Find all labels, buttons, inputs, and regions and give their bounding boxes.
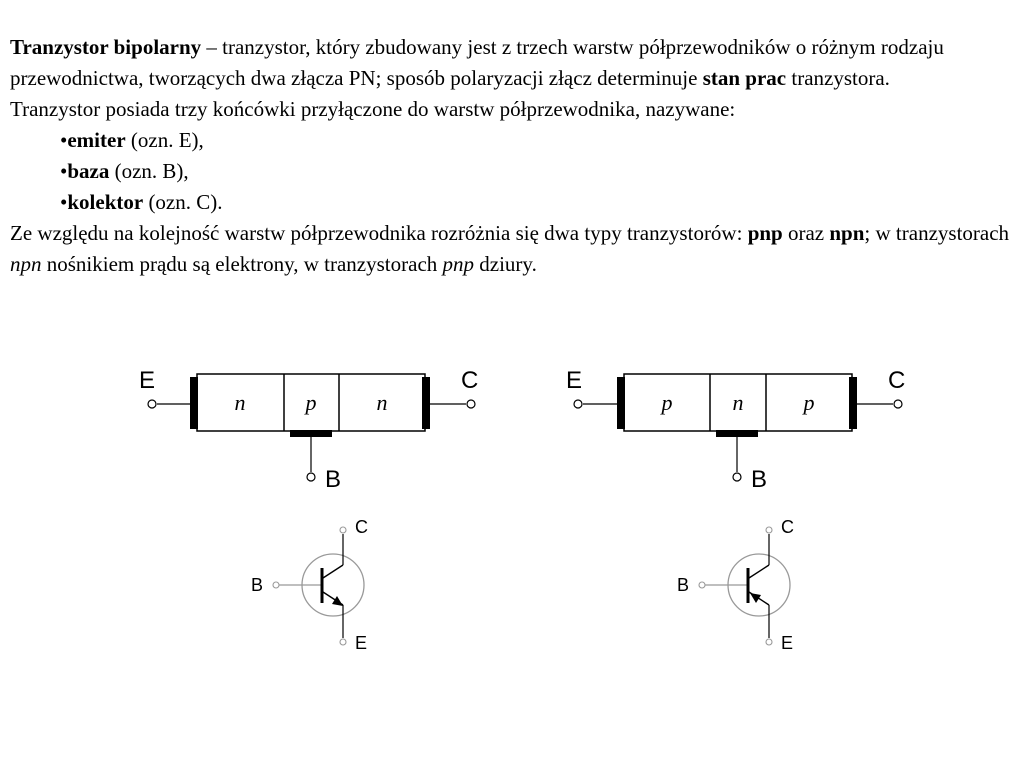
npn-symbol-label-e: E xyxy=(355,633,368,653)
npn-base-contact xyxy=(290,430,332,437)
npn-collector-terminal xyxy=(467,400,475,408)
definition-end: tranzystora. xyxy=(786,66,890,90)
pnp-layer-3: p xyxy=(803,390,815,415)
pnp-layer-2: n xyxy=(732,390,744,415)
bullet-term: emiter xyxy=(67,128,126,152)
pnp-symbol-collector-terminal xyxy=(766,527,772,533)
pnp-collector-contact xyxy=(849,377,857,429)
pnp-symbol-emitter-terminal xyxy=(766,639,772,645)
npn-base-terminal xyxy=(307,473,315,481)
npn-symbol-base-terminal xyxy=(273,582,279,588)
term-npn: npn xyxy=(829,221,865,245)
npn-symbol-emitter-terminal xyxy=(340,639,346,645)
npn-emitter-arrow-icon xyxy=(332,596,343,606)
npn-symbol-collector-terminal xyxy=(340,527,346,533)
term-work-state: stan prac xyxy=(702,66,787,90)
npn-label-c: C xyxy=(461,367,479,394)
italic-pnp: pnp xyxy=(442,252,475,276)
npn-symbol-label-c: C xyxy=(355,517,368,537)
pnp-symbol-label-b: B xyxy=(677,575,690,595)
pnp-symbol-label-e: E xyxy=(781,633,794,653)
pnp-emitter-contact xyxy=(617,377,625,429)
bullet-mark: • xyxy=(60,128,68,152)
pnp-symbol-collector-line xyxy=(749,565,769,578)
npn-symbol-collector-line xyxy=(323,565,343,578)
term-pnp: pnp xyxy=(747,221,783,245)
italic-npn: npn xyxy=(10,252,42,276)
pnp-structure-diagram xyxy=(566,367,905,493)
npn-collector-contact xyxy=(422,377,430,429)
bullet-rest: (ozn. C). xyxy=(143,190,223,214)
pnp-transistor-symbol xyxy=(677,517,794,653)
npn-emitter-terminal xyxy=(148,400,156,408)
pnp-symbol-label-c: C xyxy=(781,517,794,537)
types-text-e: dziury. xyxy=(474,252,537,276)
npn-layer-2: p xyxy=(305,390,317,415)
npn-label-b: B xyxy=(325,466,342,493)
types-text-d: nośnikiem prądu są elektrony, w tranzystorach xyxy=(41,252,443,276)
definition-text: – tranzystor, który zbudowany jest z trzech warstw półprzewodników o różnym rodzaju przewodnictwa, tworzących dwa złącza PN; sposób polaryzacji złącz determinuje xyxy=(10,35,944,90)
pnp-symbol-base-terminal xyxy=(699,582,705,588)
pnp-base-terminal xyxy=(733,473,741,481)
types-text-a: Ze względu na kolejność warstw półprzewodnika rozróżnia się dwa typy tranzystorów: xyxy=(10,221,748,245)
bullet-mark: • xyxy=(60,159,68,183)
paragraph-terminals: Tranzystor posiada trzy końcówki przyłączone do warstw półprzewodnika, nazywane: xyxy=(10,97,736,121)
pnp-base-contact xyxy=(716,430,758,437)
term-bipolar-transistor: Tranzystor bipolarny xyxy=(10,35,202,59)
npn-symbol-label-b: B xyxy=(251,575,264,595)
types-text-c: ; w tranzystorach xyxy=(864,221,1010,245)
bullet-rest: (ozn. B), xyxy=(109,159,189,183)
npn-transistor-symbol xyxy=(251,517,368,653)
npn-layer-3: n xyxy=(376,390,388,415)
npn-layer-1: n xyxy=(234,390,246,415)
bullet-term: kolektor xyxy=(67,190,144,214)
npn-label-e: E xyxy=(139,367,156,394)
npn-structure-diagram xyxy=(139,367,478,493)
pnp-collector-terminal xyxy=(894,400,902,408)
types-text-b: oraz xyxy=(782,221,830,245)
npn-emitter-contact xyxy=(190,377,198,429)
pnp-emitter-terminal xyxy=(574,400,582,408)
pnp-label-c: C xyxy=(888,367,906,394)
pnp-label-e: E xyxy=(566,367,583,394)
pnp-layer-1: p xyxy=(661,390,673,415)
bullet-term: baza xyxy=(67,159,110,183)
bullet-mark: • xyxy=(60,190,68,214)
bullet-rest: (ozn. E), xyxy=(125,128,204,152)
pnp-label-b: B xyxy=(751,466,768,493)
